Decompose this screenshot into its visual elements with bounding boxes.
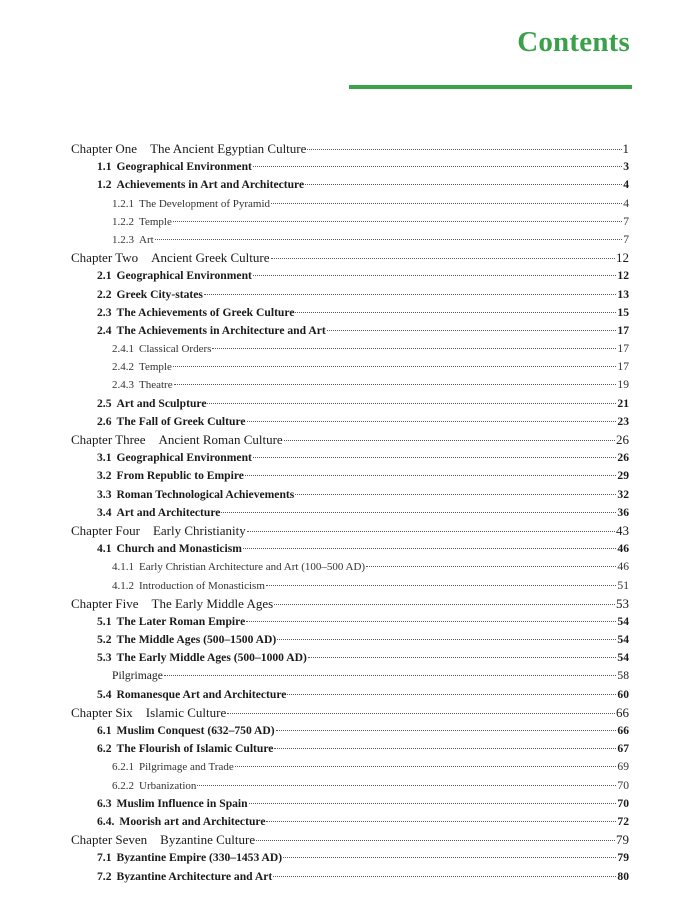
toc-page-number: 46 — [617, 542, 629, 556]
toc-entry-label — [112, 195, 270, 213]
toc-page-number: 17 — [617, 360, 629, 374]
dot-leader — [235, 766, 617, 767]
toc-chapter[interactable] — [71, 140, 629, 158]
toc-entry-number: 4.1 — [97, 542, 112, 556]
dot-leader — [155, 239, 623, 240]
toc-entry-label — [71, 831, 255, 849]
dot-leader — [295, 312, 616, 313]
toc-page-number: 79 — [616, 832, 629, 848]
toc-entry-label — [112, 577, 265, 595]
toc-entry-title: Byzantine Architecture and Art — [116, 869, 273, 883]
dot-leader — [307, 149, 621, 150]
toc-entry-label — [97, 540, 242, 558]
toc-entry-label — [112, 758, 234, 776]
toc-section[interactable] — [71, 267, 629, 285]
toc-entry-number: 6.2.1 — [112, 761, 134, 774]
toc-entry-number: 7.2 — [97, 869, 112, 883]
dot-leader — [273, 876, 616, 877]
toc-chapter[interactable] — [71, 522, 629, 540]
dot-leader — [207, 403, 616, 404]
toc-entry-number: Chapter One — [71, 141, 138, 156]
toc-chapter[interactable] — [71, 831, 629, 849]
toc-chapter[interactable] — [71, 249, 629, 267]
page-title: Contents — [517, 26, 630, 58]
toc-entry-title: The Early Middle Ages (500–1000 AD) — [116, 651, 307, 665]
toc-entry-label — [97, 413, 246, 431]
dot-leader — [197, 785, 616, 786]
toc-section[interactable] — [71, 504, 629, 522]
toc-page-number: 3 — [623, 160, 629, 174]
dot-leader — [253, 457, 617, 458]
toc-entry-label — [97, 322, 326, 340]
toc-section[interactable] — [71, 304, 629, 322]
toc-subsection[interactable] — [71, 758, 629, 776]
toc-page-number: 19 — [617, 378, 629, 392]
dot-leader — [274, 748, 616, 749]
toc-page-number: 70 — [617, 796, 629, 810]
dot-leader — [243, 548, 617, 549]
toc-section[interactable] — [71, 286, 629, 304]
toc-entry-number: 1.2.3 — [112, 233, 134, 246]
toc-entry-number: 1.2 — [97, 178, 112, 192]
toc-entry-label — [112, 213, 172, 231]
toc-page-number: 7 — [623, 214, 629, 228]
toc-entry-label — [97, 467, 244, 485]
toc-page-number: 66 — [617, 724, 629, 737]
toc-entry-label — [71, 249, 270, 267]
toc-page-number: 12 — [617, 269, 629, 283]
toc-entry-number: 5.4 — [97, 687, 112, 701]
toc-page-number: 70 — [617, 778, 629, 792]
toc-entry-number: 2.3 — [97, 305, 112, 319]
toc-section[interactable] — [71, 813, 629, 831]
toc-entry-label — [97, 304, 294, 322]
toc-entry-label — [112, 558, 365, 576]
toc-page-number: 54 — [617, 633, 629, 647]
toc-page-number: 32 — [617, 487, 629, 501]
toc-page-number: 26 — [616, 432, 629, 447]
toc-entry-title: Art — [139, 233, 154, 246]
toc-entry-number: 2.4 — [97, 323, 112, 337]
toc-entry-title: Geographical Environment — [116, 269, 252, 283]
toc-section[interactable] — [71, 740, 629, 758]
dot-leader — [212, 348, 616, 349]
toc-entry-label — [112, 231, 154, 249]
dot-leader — [164, 675, 617, 676]
toc-page-number: 4 — [623, 178, 629, 192]
dot-leader — [283, 857, 616, 858]
toc-entry-label — [97, 740, 273, 758]
toc-entry-number: 2.4.1 — [112, 343, 134, 356]
toc-entry-title: Byzantine Empire (330–1453 AD) — [116, 851, 283, 865]
toc-page-number: 46 — [617, 560, 629, 574]
toc-entry-label — [71, 522, 246, 540]
toc-entry-label — [97, 176, 304, 194]
dot-leader — [249, 803, 617, 804]
toc-page-number: 80 — [617, 869, 629, 883]
dot-leader — [246, 621, 616, 622]
toc-page-number: 54 — [617, 651, 629, 665]
toc-section[interactable] — [71, 486, 629, 504]
toc-section[interactable] — [71, 649, 629, 667]
toc-subentry[interactable] — [71, 667, 629, 685]
toc-entry-title: Temple — [139, 361, 172, 374]
toc-entry-number: 2.1 — [97, 269, 112, 283]
toc-entry-title: Pilgrimage — [112, 669, 163, 683]
toc-entry-label — [71, 140, 306, 158]
dot-leader — [173, 221, 622, 222]
dot-leader — [245, 475, 616, 476]
dot-leader — [221, 512, 616, 513]
toc-entry-title: Islamic Culture — [145, 704, 227, 720]
toc-page-number: 26 — [617, 451, 629, 465]
toc-subsection[interactable] — [71, 358, 629, 376]
toc-entry-title: Classical Orders — [139, 343, 212, 356]
toc-entry-title: Introduction of Monasticism — [139, 579, 265, 592]
dot-leader — [227, 713, 615, 714]
toc-entry-number: 6.2.2 — [112, 779, 134, 792]
toc-entry-label — [97, 849, 282, 867]
toc-page-number: 72 — [617, 814, 629, 828]
toc-section[interactable] — [71, 722, 629, 740]
toc-entry-number: 3.3 — [97, 487, 112, 501]
toc-entry-title: Muslim Influence in Spain — [116, 796, 248, 810]
toc-page-number: 15 — [617, 305, 629, 319]
toc-entry-title: Moorish art and Architecture — [119, 814, 266, 828]
toc-entry-number: 5.1 — [97, 614, 112, 628]
toc-section[interactable] — [71, 449, 629, 467]
dot-leader — [308, 657, 617, 658]
toc-page-number: 17 — [617, 323, 629, 337]
toc-page-number: 17 — [617, 342, 629, 356]
toc-entry-number: 1.2.2 — [112, 215, 134, 228]
toc-entry-label — [112, 376, 173, 394]
toc-section[interactable] — [71, 540, 629, 558]
toc-page-number: 60 — [617, 687, 629, 701]
toc-subsection[interactable] — [71, 340, 629, 358]
toc-page-number: 53 — [616, 595, 629, 611]
toc-section[interactable] — [71, 467, 629, 485]
toc-entry-number: 1.2.1 — [112, 197, 134, 210]
dot-leader — [247, 531, 615, 532]
dot-leader — [277, 639, 616, 640]
toc-entry-label — [97, 613, 245, 631]
toc-entry-title: Ancient Roman Culture — [158, 432, 283, 447]
toc-entry-number: 5.2 — [97, 633, 112, 647]
toc-entry-title: The Achievements of Greek Culture — [116, 305, 295, 319]
toc-entry-title: From Republic to Empire — [116, 469, 244, 483]
toc-section[interactable] — [71, 158, 629, 176]
toc-entry-label — [97, 813, 265, 831]
toc-entry-number: Chapter Four — [71, 522, 140, 538]
toc-entry-label — [97, 267, 252, 285]
toc-entry-label — [112, 340, 211, 358]
dot-leader — [276, 730, 617, 731]
toc-entry-label — [97, 449, 252, 467]
toc-subsection[interactable] — [71, 558, 629, 576]
toc-entry-label — [71, 704, 226, 722]
dot-leader — [256, 840, 615, 841]
toc-entry-title: The Flourish of Islamic Culture — [116, 742, 274, 756]
toc-entry-title: Geographical Environment — [116, 451, 252, 465]
toc-entry-title: Romanesque Art and Architecture — [116, 687, 287, 701]
toc-subsection[interactable] — [71, 195, 629, 213]
toc-entry-label — [97, 722, 275, 740]
toc-entry-title: Pilgrimage and Trade — [139, 761, 234, 774]
toc-section[interactable] — [71, 176, 629, 194]
toc-entry-title: Muslim Conquest (632–750 AD) — [116, 724, 275, 737]
toc-subsection[interactable] — [71, 577, 629, 595]
toc-section[interactable] — [71, 613, 629, 631]
toc-entry-label — [97, 631, 276, 649]
toc-entry-title: The Development of Pyramid — [139, 197, 271, 210]
table-of-contents — [71, 140, 629, 886]
toc-chapter[interactable] — [71, 431, 629, 449]
toc-entry-label — [97, 868, 272, 886]
toc-entry-label — [112, 358, 172, 376]
toc-page-number: 43 — [616, 522, 629, 538]
toc-entry-title: Art and Architecture — [116, 505, 221, 519]
dot-leader — [173, 366, 617, 367]
toc-entry-label — [97, 686, 286, 704]
toc-entry-label — [97, 286, 203, 304]
dot-leader — [327, 330, 617, 331]
toc-entry-number: 4.1.1 — [112, 561, 134, 574]
toc-entry-title: Roman Technological Achievements — [116, 487, 295, 501]
toc-entry-title: The Ancient Egyptian Culture — [150, 141, 307, 156]
toc-entry-title: Geographical Environment — [116, 160, 252, 174]
toc-entry-label — [71, 431, 283, 449]
dot-leader — [274, 604, 615, 605]
toc-entry-label — [71, 595, 273, 613]
toc-entry-label — [97, 795, 248, 813]
dot-leader — [174, 384, 617, 385]
toc-entry-title: Church and Monasticism — [116, 542, 242, 556]
toc-page-number: 12 — [616, 250, 629, 266]
toc-page-number: 66 — [616, 704, 629, 720]
toc-entry-number: Chapter Three — [71, 432, 146, 447]
toc-entry-number: 6.2 — [97, 742, 112, 756]
toc-entry-number: 4.1.2 — [112, 579, 134, 592]
toc-entry-label — [97, 158, 252, 176]
toc-entry-number: 6.1 — [97, 724, 112, 737]
toc-entry-number: 1.1 — [97, 160, 112, 174]
toc-entry-title: Urbanization — [139, 779, 197, 792]
toc-section[interactable] — [71, 322, 629, 340]
toc-entry-title: The Middle Ages (500–1500 AD) — [116, 633, 277, 647]
toc-entry-number: 3.4 — [97, 505, 112, 519]
toc-entry-number: Chapter Five — [71, 595, 139, 611]
toc-entry-number: Chapter Seven — [71, 832, 148, 848]
toc-page-number: 67 — [617, 742, 629, 756]
toc-section[interactable] — [71, 849, 629, 867]
toc-entry-title: The Later Roman Empire — [116, 614, 246, 628]
dot-leader — [271, 203, 622, 204]
toc-subsection[interactable] — [71, 376, 629, 394]
toc-subsection[interactable] — [71, 777, 629, 795]
toc-entry-number: 2.5 — [97, 396, 112, 410]
toc-entry-title: Art and Sculpture — [116, 396, 207, 410]
toc-page-number: 79 — [617, 851, 629, 865]
toc-entry-label — [97, 395, 206, 413]
dot-leader — [204, 294, 617, 295]
toc-entry-number: 3.1 — [97, 451, 112, 465]
toc-page-number: 13 — [617, 287, 629, 301]
toc-entry-label — [97, 486, 294, 504]
toc-entry-number: 3.2 — [97, 469, 112, 483]
toc-page-number: 51 — [617, 578, 629, 592]
toc-entry-title: Early Christian Architecture and Art (100–500 AD) — [139, 561, 366, 574]
toc-page-number: 54 — [617, 614, 629, 628]
toc-entry-title: Achievements in Art and Architecture — [116, 178, 305, 192]
toc-entry-title: Byzantine Culture — [160, 832, 256, 848]
toc-page-number: 23 — [617, 414, 629, 428]
title-underline — [349, 85, 632, 89]
dot-leader — [266, 585, 617, 586]
toc-entry-number: Chapter Two — [71, 250, 139, 266]
toc-entry-title: Greek City-states — [116, 287, 203, 301]
toc-chapter[interactable] — [71, 704, 629, 722]
toc-entry-number: 7.1 — [97, 851, 112, 865]
toc-page-number: 1 — [622, 141, 629, 156]
dot-leader — [271, 258, 616, 259]
dot-leader — [247, 421, 617, 422]
toc-entry-number: 5.3 — [97, 651, 112, 665]
toc-page-number: 69 — [617, 760, 629, 774]
toc-entry-number: 2.4.2 — [112, 361, 134, 374]
dot-leader — [295, 494, 616, 495]
toc-subsection[interactable] — [71, 231, 629, 249]
toc-page-number: 58 — [617, 669, 629, 683]
toc-entry-number: 2.2 — [97, 287, 112, 301]
toc-page-number: 36 — [617, 505, 629, 519]
toc-section[interactable] — [71, 413, 629, 431]
toc-page-number: 4 — [623, 196, 629, 210]
toc-entry-number: 6.4. — [97, 814, 115, 828]
toc-section[interactable] — [71, 868, 629, 886]
toc-entry-label — [97, 504, 220, 522]
toc-page-number: 29 — [617, 469, 629, 483]
toc-entry-title: The Achievements in Architecture and Art — [116, 323, 326, 337]
toc-entry-title: Ancient Greek Culture — [151, 250, 270, 266]
toc-entry-number: 2.6 — [97, 414, 112, 428]
dot-leader — [366, 566, 616, 567]
dot-leader — [284, 440, 615, 441]
dot-leader — [266, 821, 616, 822]
toc-section[interactable] — [71, 395, 629, 413]
toc-page-number: 21 — [617, 396, 629, 410]
toc-entry-title: Early Christianity — [152, 522, 246, 538]
toc-entry-number: Chapter Six — [71, 704, 133, 720]
dot-leader — [305, 184, 622, 185]
dot-leader — [253, 275, 617, 276]
toc-entry-label — [112, 777, 196, 795]
toc-entry-label — [112, 667, 163, 685]
toc-entry-label — [97, 649, 307, 667]
toc-entry-title: Theatre — [139, 379, 173, 392]
toc-entry-title: The Fall of Greek Culture — [116, 414, 246, 428]
toc-entry-number: 6.3 — [97, 796, 112, 810]
dot-leader — [287, 694, 616, 695]
toc-page-number: 7 — [623, 232, 629, 246]
toc-subsection[interactable] — [71, 213, 629, 231]
toc-section[interactable] — [71, 686, 629, 704]
toc-entry-title: The Early Middle Ages — [151, 595, 274, 611]
toc-section[interactable] — [71, 795, 629, 813]
toc-entry-title: Temple — [139, 215, 172, 228]
toc-chapter[interactable] — [71, 595, 629, 613]
dot-leader — [253, 166, 622, 167]
toc-section[interactable] — [71, 631, 629, 649]
toc-entry-number: 2.4.3 — [112, 379, 134, 392]
